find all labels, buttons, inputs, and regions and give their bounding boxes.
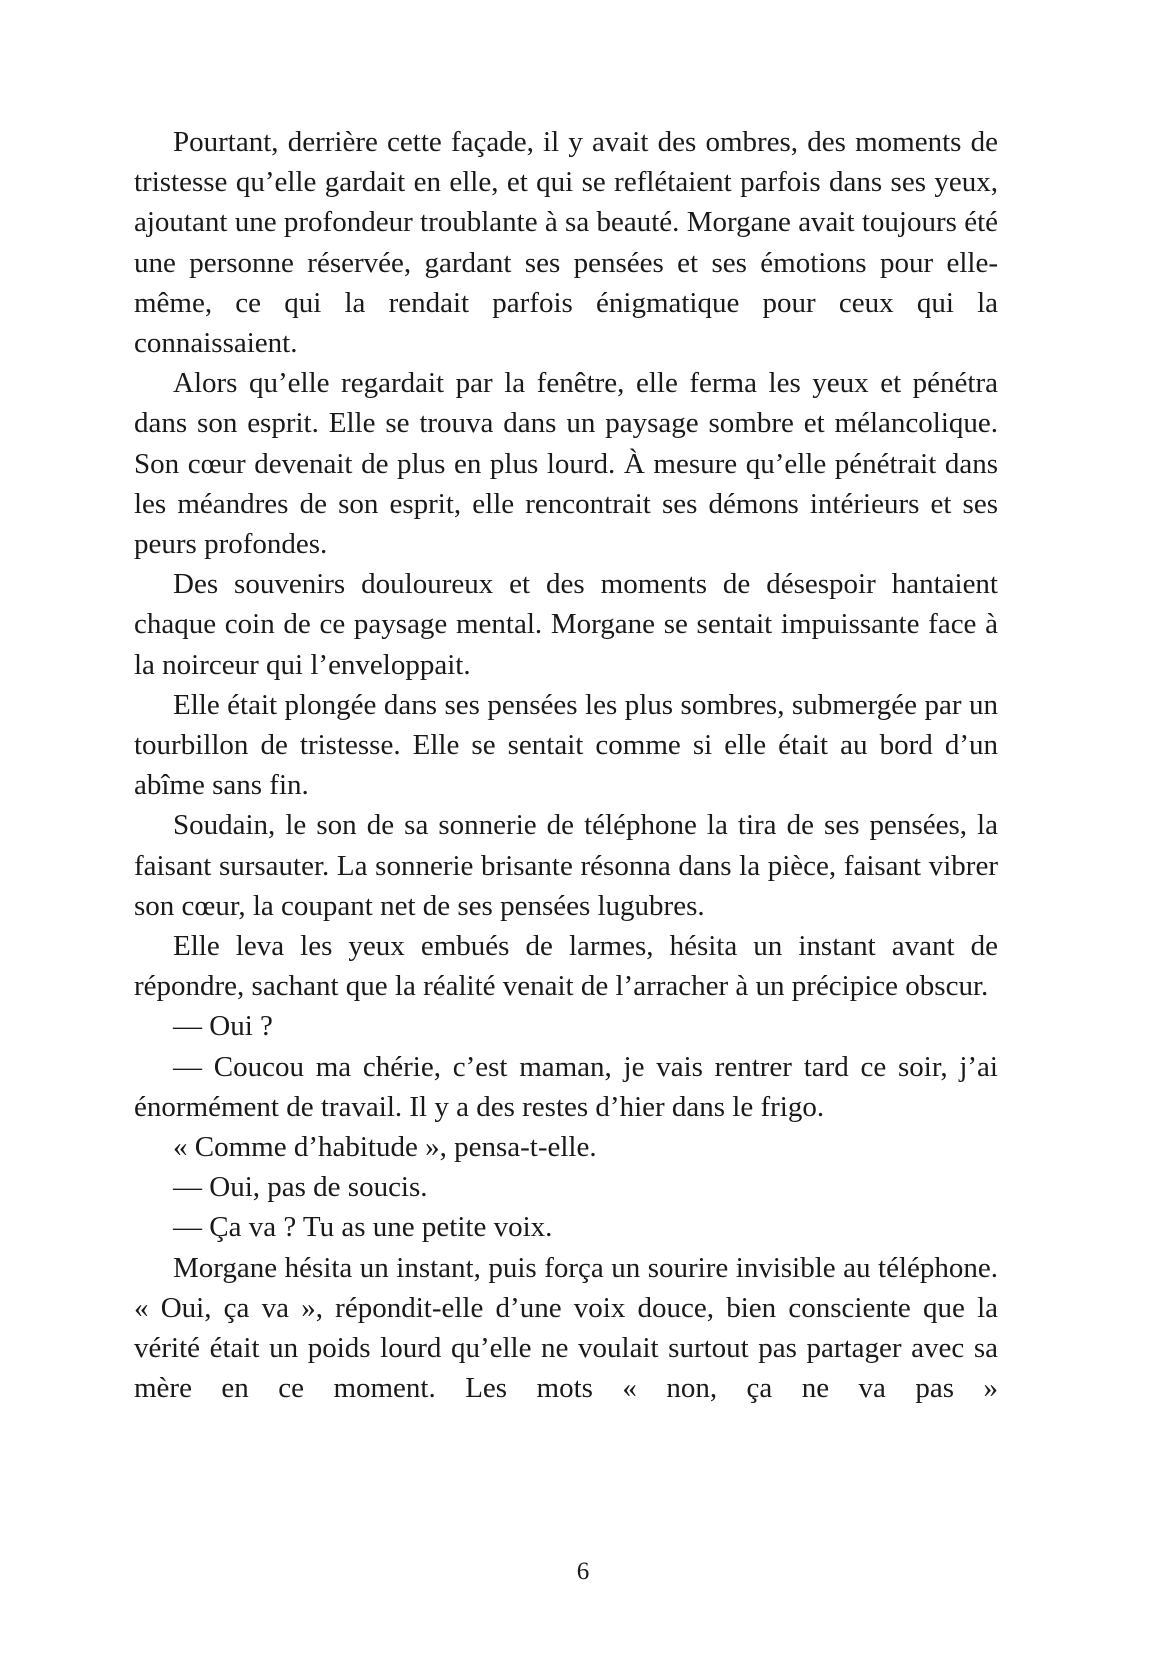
paragraph-5: Soudain, le son de sa sonnerie de téléphone la tira de ses pensées, la faisant sursauter. La sonnerie brisante résonna dans la pièce, faisant vibrer son cœur, la coupant net de ses pensées lugubres. xyxy=(134,809,998,922)
paragraph-2: Alors qu’elle regardait par la fenêtre, elle ferma les yeux et pénétra dans son esprit. Elle se trouva dans un paysage sombre et mélancolique. Son cœur devenait de plus en plus lourd. À mesure qu’elle pénétrait dans les méandres de son esprit, elle rencontrait ses démons intérieurs et ses peurs profondes. xyxy=(134,367,998,561)
dialogue-line-4: — Ça va ? Tu as une petite voix. xyxy=(173,1211,553,1244)
paragraph-3: Des souvenirs douloureux et des moments de désespoir hantaient chaque coin de ce paysage mental. Morgane se sentait impuissante face à la noirceur qui l’enveloppait. xyxy=(134,568,998,681)
paragraph-1: Pourtant, derrière cette façade, il y avait des ombres, des moments de tristesse qu’elle gardait en elle, et qui se reflétaient parfois dans ses yeux, ajoutant une profondeur troublante à sa beauté. Morgane avait toujours été une personne réservée, gardant ses pensées et ses émotions pour elle-même, ce qui la rendait parfois énigmatique pour ceux qui la connaissaient. xyxy=(134,126,998,360)
page-number: 6 xyxy=(576,1558,590,1585)
body-text xyxy=(134,122,998,1409)
paragraph-final: Morgane hésita un instant, puis força un sourire invisible au téléphone. « Oui, ça va », répondit-elle d’une voix douce, bien consciente que la vérité était un poids lourd qu’elle ne voulait surtout pas partager avec sa mère en ce moment. Les mots « non, ça ne va pas » xyxy=(134,1251,998,1405)
dialogue-line-1: — Oui ? xyxy=(173,1010,273,1043)
paragraph-4: Elle était plongée dans ses pensées les plus sombres, submergée par un tourbillon de tristesse. Elle se sentait comme si elle était au bord d’un abîme sans fin. xyxy=(134,688,998,802)
paragraph-6: Elle leva les yeux embués de larmes, hésita un instant avant de répondre, sachant que la réalité venait de l’arracher à un précipice obscur. xyxy=(134,930,998,1003)
thought-line: « Comme d’habitude », pensa-t-elle. xyxy=(173,1131,597,1164)
dialogue-line-2: — Coucou ma chérie, c’est maman, je vais rentrer tard ce soir, j’ai énormément de travail. Il y a des restes d’hier dans le frigo. xyxy=(134,1050,998,1123)
dialogue-line-3: — Oui, pas de soucis. xyxy=(173,1171,428,1204)
